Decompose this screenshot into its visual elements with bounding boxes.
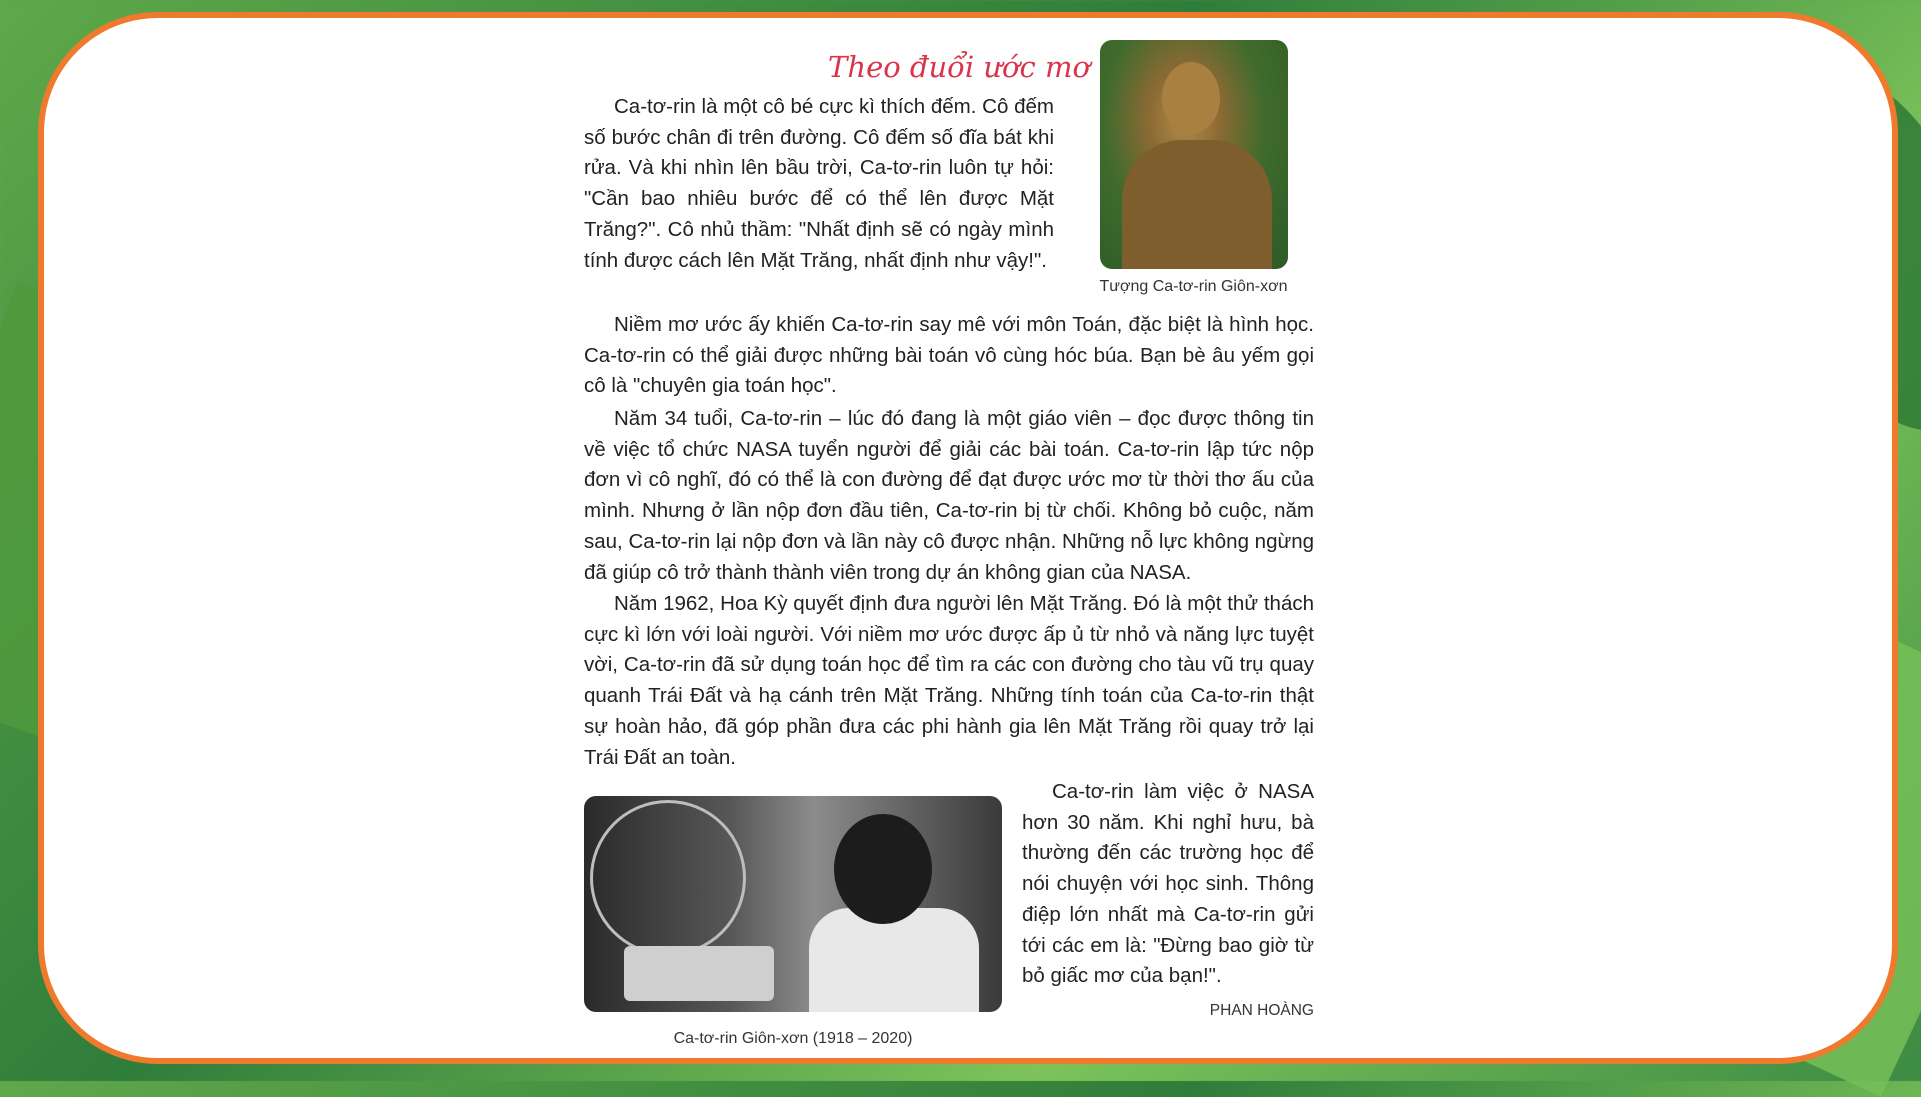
paragraph-3: Năm 34 tuổi, Ca-tơ-rin – lúc đó đang là một giáo viên – đọc được thông tin về việc tổ chức NASA tuyển người để giải các bài toán. Ca-tơ-rin lập tức nộp đơn vì cô nghĩ, đó có thể là con đường để đạt được ước mơ từ thời thơ ấu của mình. Nhưng ở lần nộp đơn đầu tiên, Ca-tơ-rin bị từ chối. Không bỏ cuộc, năm sau, Ca-tơ-rin lại nộp đơn và lần này cô được nhận. Những nỗ lực không ngừng đã giúp cô trở thành thành viên trong dự án không gian của NASA.	[584, 407, 1314, 584]
textbook-page	[584, 36, 1364, 1064]
photo-caption: Ca-tơ-rin Giôn-xơn (1918 – 2020)	[673, 1030, 913, 1047]
paragraph-4: Năm 1962, Hoa Kỳ quyết định đưa người lên Mặt Trăng. Đó là một thử thách cực kì lớn với loài người. Với niềm mơ ước được ấp ủ từ nhỏ và năng lực tuyệt vời, Ca-tơ-rin đã sử dụng toán học để tìm ra các con đường cho tàu vũ trụ quay quanh Trái Đất và hạ cánh trên Mặt Trăng. Những tính toán của Ca-tơ-rin thật sự hoàn hảo, đã góp phần đưa các phi hành gia lên Mặt Trăng rồi quay trở lại Trái Đất an toàn.	[584, 592, 1314, 769]
katherine-photo	[584, 796, 1002, 1012]
paragraph-2: Niềm mơ ước ấy khiến Ca-tơ-rin say mê với môn Toán, đặc biệt là hình học. Ca-tơ-rin có thể giải được những bài toán vô cùng hóc búa. Bạn bè âu yếm gọi cô là "chuyên gia toán học".	[584, 313, 1314, 398]
statue-photo	[1100, 40, 1288, 269]
article-title: Theo đuổi ước mơ	[828, 50, 1090, 84]
paragraph-5: Ca-tơ-rin làm việc ở NASA hơn 30 năm. Khi nghỉ hưu, bà thường đến các trường học để nói chuyện với học sinh. Thông điệp lớn nhất mà Ca-tơ-rin gửi tới các em là: "Đừng bao giờ từ bỏ giấc mơ của bạn!".	[1022, 780, 1314, 988]
author-name: PHAN HOÀNG	[1209, 1002, 1314, 1019]
content-frame	[38, 12, 1898, 1064]
paragraph-1: Ca-tơ-rin là một cô bé cực kì thích đếm. Cô đếm số bước chân đi trên đường. Cô đếm số đĩa bát khi rửa. Và khi nhìn lên bầu trời, Ca-tơ-rin luôn tự hỏi: "Cần bao nhiêu bước để có thể lên được Mặt Trăng?". Cô nhủ thầm: "Nhất định sẽ có ngày mình tính được cách lên Mặt Trăng, nhất định như vậy!".	[584, 95, 1054, 272]
statue-caption: Tượng Ca-tơ-rin Giôn-xơn	[1099, 278, 1288, 295]
